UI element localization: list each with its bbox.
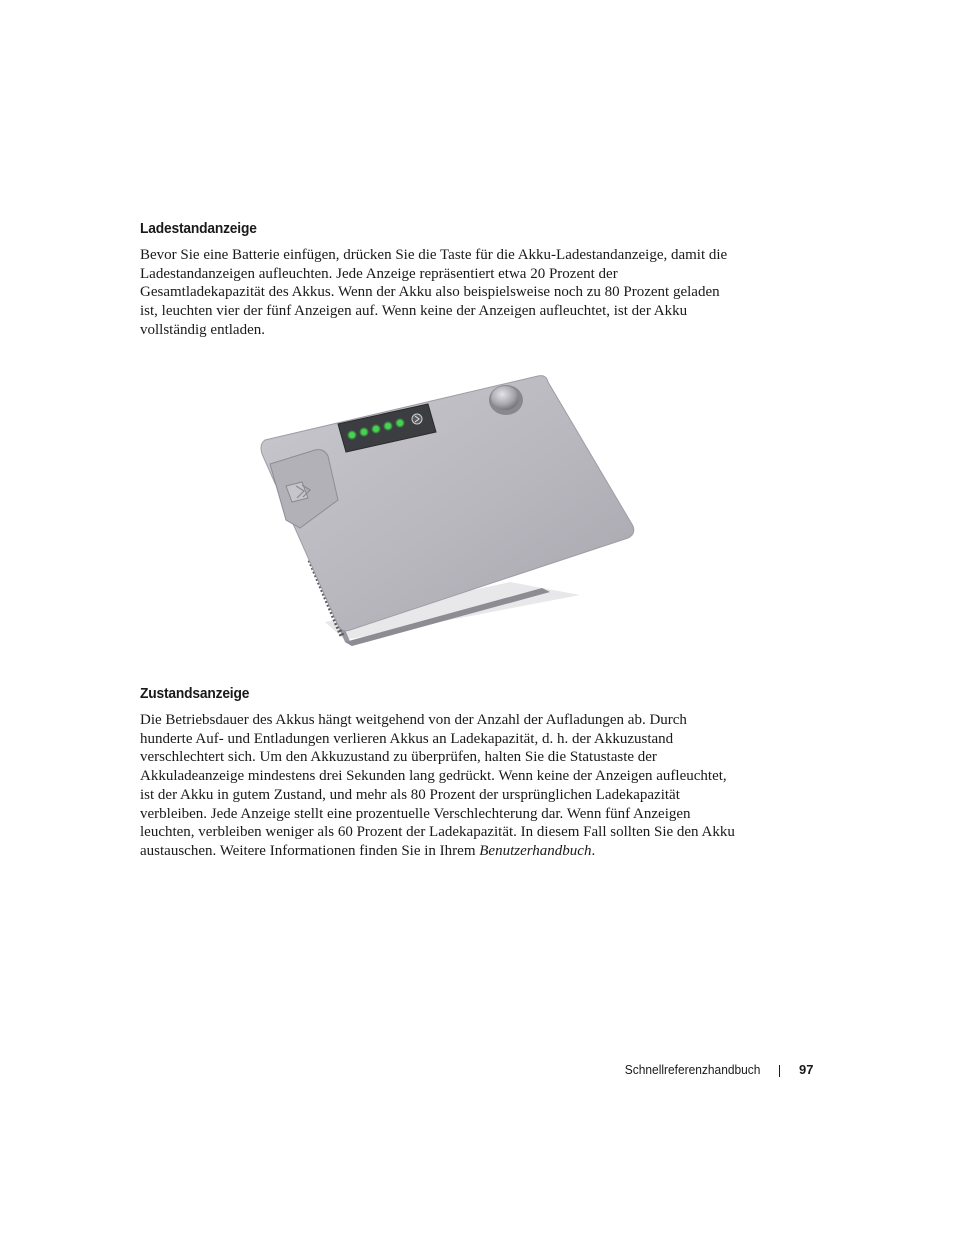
page-number: 97: [799, 1062, 814, 1077]
text-line: verschlechtert sich. Um den Akkuzustand zu überprüfen, halten Sie die Statustaste der: [140, 749, 657, 766]
battery-illustration: [250, 360, 650, 660]
text-line: leuchten, verbleiben weniger als 60 Prozent der Ladekapazität. In diesem Fall sollten Sie den Akku: [140, 824, 735, 841]
battery-image: [250, 360, 650, 660]
section-heading-charge-indicator: Ladestandanzeige: [140, 220, 257, 237]
text-line: Die Betriebsdauer des Akkus hängt weitgehend von der Anzahl der Aufladungen ab. Durch: [140, 712, 687, 728]
text-line: Bevor Sie eine Batterie einfügen, drücken Sie die Taste für die Akku-Ladestandanzeige, damit die: [140, 247, 728, 263]
text-line-last: [140, 842, 760, 861]
paragraph-charge-indicator: [140, 246, 760, 340]
text-line: Gesamtladekapazität des Akkus. Wenn der Akku also beispielsweise noch zu 80 Prozent geladen: [140, 284, 720, 301]
status-button: [489, 385, 523, 415]
text-line: hunderte Auf- und Entladungen verlieren Akkus an Ladekapazität, d. h. der Akkuzustand: [140, 730, 674, 747]
text-line: ist, leuchten vier der fünf Anzeigen auf. Wenn keine der Anzeigen aufleuchtet, ist der Akku: [140, 303, 688, 320]
paragraph-health-indicator: [140, 711, 760, 861]
text-segment: .: [591, 842, 596, 859]
text-segment: austauschen. Weitere Informationen finden Sie in Ihrem: [140, 842, 480, 859]
section-heading-health-indicator: Zustandsanzeige: [140, 685, 250, 702]
text-line: Ladestandanzeigen aufleuchten. Jede Anzeige repräsentiert etwa 20 Prozent der: [140, 265, 618, 282]
page-footer: [0, 1062, 954, 1082]
text-line: ist der Akku in gutem Zustand, und mehr als 80 Prozent der ursprünglichen Ladekapazität: [140, 786, 680, 803]
text-line: vollständig entladen.: [140, 321, 265, 338]
text-line: verbleiben. Jede Anzeige stellt eine prozentuelle Verschlechterung dar. Wenn fünf Anzeigen: [140, 805, 691, 822]
text-line: Akkuladeanzeige mindestens drei Sekunden lang gedrückt. Wenn keine der Anzeigen aufleuchtet,: [140, 768, 727, 785]
footer-document-title: Schnellreferenzhandbuch: [624, 1062, 760, 1077]
footer-divider: [779, 1065, 780, 1077]
manual-title: Benutzerhandbuch: [479, 842, 592, 859]
